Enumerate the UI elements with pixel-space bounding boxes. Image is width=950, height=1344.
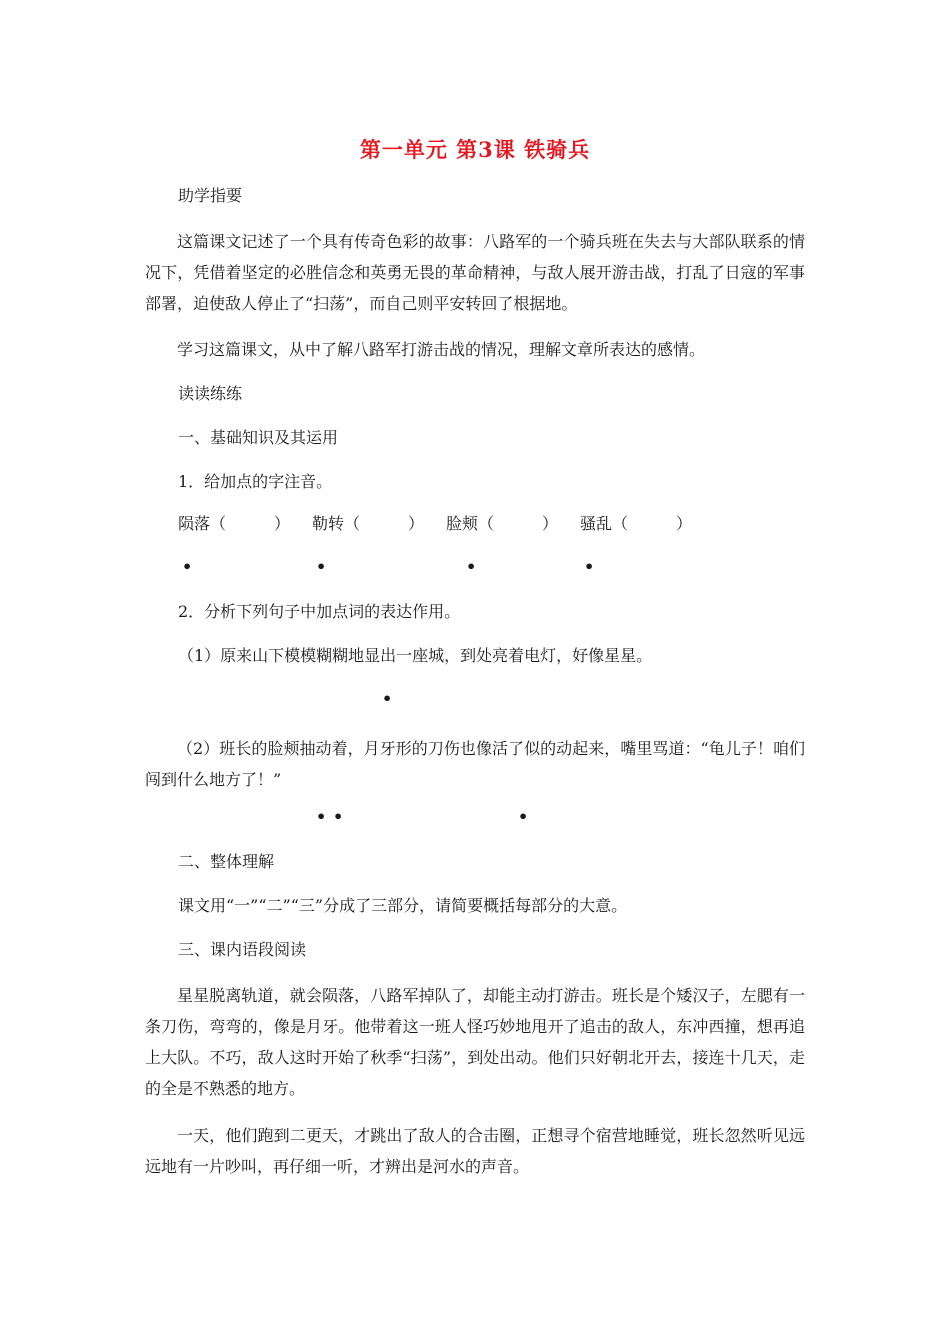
q2-sentence-2: （2）班长的脸颊抽动着，月牙形的刀伤也像活了似的动起来，嘴里骂道：“龟儿子！咱们闯到什么地方了！”	[145, 739, 805, 789]
emphasis-dot: •	[584, 557, 595, 576]
emphasis-dot: •	[333, 807, 344, 826]
guide-paragraph-2: 学习这篇课文，从中了解八路军打游击战的情况，理解文章所表达的感情。	[177, 340, 706, 359]
q2-sentence-1: （1）原来山下模模糊糊地显出一座城，到处亮着电灯，好像星星。	[178, 646, 653, 665]
emphasis-dot: •	[316, 807, 327, 826]
emphasis-dot: •	[382, 689, 393, 708]
reading-paragraph-2: 一天，他们跑到二更天，才跳出了敌人的合击圈，正想寻个宿营地睡觉，班长忽然听见远远地有一片吵叫，再仔细一听，才辨出是河水的声音。	[145, 1126, 805, 1176]
part2-text: 课文用“一”“二”“三”分成了三部分，请简要概括每部分的大意。	[178, 896, 628, 915]
question-2: 2．分析下列句子中加点词的表达作用。	[178, 602, 461, 621]
page-title: 第一单元 第3课 铁骑兵	[359, 137, 591, 162]
reading-paragraph-1: 星星脱离轨道，就会陨落，八路军掉队了，却能主动打游击。班长是个矮汉子，左腮有一条刀伤，弯弯的，像是月牙。他带着这一班人怪巧妙地甩开了追击的敌人，东冲西撞，想再追上大队。不巧，敌人这时开始了秋季“扫荡”，到处出动。他们只好朝北开去，接连十几天，走的全是不熟悉的地方。	[145, 986, 805, 1098]
part3-heading: 三、课内语段阅读	[178, 940, 307, 959]
q1-item-3: 脸颊（ ）	[446, 514, 559, 533]
guide-heading: 助学指要	[178, 186, 243, 205]
part2-heading: 二、整体理解	[178, 852, 275, 871]
emphasis-dot: •	[518, 807, 529, 826]
q1-item-4: 骚乱（ ）	[580, 514, 693, 533]
guide-paragraph-1: 这篇课文记述了一个具有传奇色彩的故事：八路军的一个骑兵班在失去与大部队联系的情况下，凭借着坚定的必胜信念和英勇无畏的革命精神，与敌人展开游击战，打乱了日寇的军事部署，迫使敌人停止了“扫荡”，而自己则平安转回了根据地。	[145, 232, 805, 313]
emphasis-dot: •	[182, 557, 193, 576]
q1-item-2: 勒转（ ）	[312, 514, 425, 533]
practice-heading: 读读练练	[178, 384, 243, 403]
part1-heading: 一、基础知识及其运用	[178, 428, 339, 447]
emphasis-dot: •	[466, 557, 477, 576]
question-1: 1．给加点的字注音。	[178, 472, 333, 491]
emphasis-dot: •	[316, 557, 327, 576]
q1-item-1: 陨落（ ）	[178, 514, 291, 533]
